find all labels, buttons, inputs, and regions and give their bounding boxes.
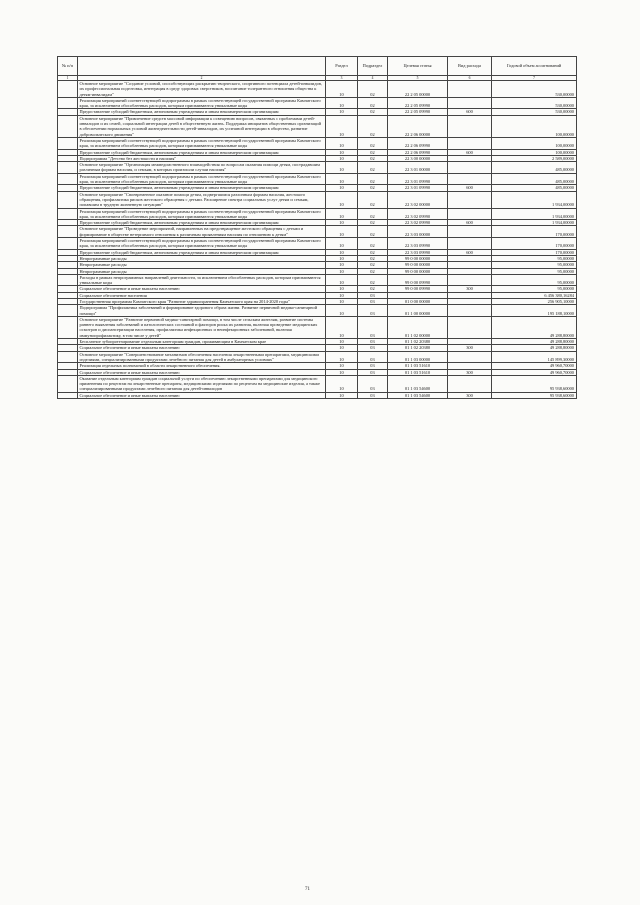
row-name-cell: Предоставление субсидий бюджетным, автономным учреждениям и иным некоммерческим организациям — [78, 109, 326, 115]
row-csr-cell: 01 1 03 51610 — [388, 369, 448, 375]
row-vr-cell: 300 — [448, 286, 492, 292]
row-razdel-cell: 10 — [326, 363, 358, 369]
row-vr-cell — [448, 375, 492, 392]
row-razdel-cell: 10 — [326, 226, 358, 238]
row-vr-cell — [448, 316, 492, 338]
row-sum-cell: 6 456 380,16284 — [492, 292, 577, 298]
table-row — [58, 392, 577, 398]
row-name-cell: Подпрограмма "Профилактика заболеваний и формирование здорового образа жизни. Развитие первичной медико-санитарной помощи" — [78, 305, 326, 317]
row-sum-cell: 100,00000 — [492, 149, 577, 155]
row-num-cell — [58, 115, 78, 137]
header-num: № п/п — [58, 57, 78, 76]
row-podrazdel-cell: 02 — [358, 268, 388, 274]
row-sum-cell: 530,00000 — [492, 97, 577, 109]
row-sum-cell: 256 905,10000 — [492, 298, 577, 304]
row-sum-cell: 170,00000 — [492, 238, 577, 250]
row-podrazdel-cell: 03 — [358, 292, 388, 298]
row-csr-cell: 22 2 06 09990 — [388, 149, 448, 155]
row-csr-cell: 01 1 00 00000 — [388, 305, 448, 317]
row-sum-cell: 49 960,70000 — [492, 369, 577, 375]
row-podrazdel-cell: 02 — [358, 238, 388, 250]
row-sum-cell: 100,00000 — [492, 115, 577, 137]
table-row — [58, 191, 577, 208]
row-podrazdel-cell: 02 — [358, 249, 388, 255]
row-name-cell: Реализация отдельных полномочий в области лекарственного обеспечения. — [78, 363, 326, 369]
row-csr-cell: 22 2 05 00000 — [388, 81, 448, 98]
row-podrazdel-cell: 02 — [358, 226, 388, 238]
row-razdel-cell: 10 — [326, 351, 358, 363]
row-vr-cell: 600 — [448, 249, 492, 255]
row-num-cell — [58, 238, 78, 250]
row-razdel-cell: 10 — [326, 137, 358, 149]
row-num-cell — [58, 191, 78, 208]
row-num-cell — [58, 162, 78, 174]
row-podrazdel-cell: 03 — [358, 339, 388, 345]
header-podrazdel: Подраздел — [358, 57, 388, 76]
row-csr-cell: 01 0 00 00000 — [388, 298, 448, 304]
row-num-cell — [58, 316, 78, 338]
row-razdel-cell: 10 — [326, 191, 358, 208]
row-csr-cell: 22 3 01 09990 — [388, 185, 448, 191]
row-sum-cell: 530,00000 — [492, 81, 577, 98]
row-vr-cell — [448, 137, 492, 149]
column-number: 2 — [78, 76, 326, 81]
row-podrazdel-cell: 02 — [358, 115, 388, 137]
row-razdel-cell: 10 — [326, 173, 358, 185]
row-name-cell: Расходы в рамках непрограммных направлений деятельности, за исключением обособленных расходов, которым присваиваются уникальные коды — [78, 274, 326, 286]
row-csr-cell: 01 1 03 54600 — [388, 392, 448, 398]
row-podrazdel-cell: 03 — [358, 298, 388, 304]
row-csr-cell: 01 1 02 00000 — [388, 316, 448, 338]
row-num-cell — [58, 351, 78, 363]
row-csr-cell: 22 2 06 09990 — [388, 137, 448, 149]
row-vr-cell: 600 — [448, 109, 492, 115]
row-razdel-cell: 10 — [326, 298, 358, 304]
row-sum-cell: 485,00000 — [492, 173, 577, 185]
row-podrazdel-cell: 02 — [358, 255, 388, 261]
row-name-cell: Оказание отдельным категориям граждан социальной услуги по обеспечению лекарственными препаратами для медицинского применения по рецептам на лекарственные препараты, медицинскими изделиями по рецептам на медицинские изделия, а также специализированными продуктами лечебного питания для детей-инвалидов — [78, 375, 326, 392]
row-razdel-cell: 10 — [326, 274, 358, 286]
row-csr-cell: 22 3 03 09990 — [388, 249, 448, 255]
row-podrazdel-cell: 03 — [358, 369, 388, 375]
row-name-cell: Основное мероприятие "Развитие первичной медико-санитарной помощи, в том числе сельским жителям, развитие системы раннего выявления заболеваний и патологических состояний и факторов риска их развития, включая проведение медицинских осмотров и диспансеризации населения, профилактика инфекционных и неинфекционных заболеваний, включая иммунопрофилактику, в том числе у детей" — [78, 316, 326, 338]
row-vr-cell — [448, 115, 492, 137]
row-razdel-cell: 10 — [326, 115, 358, 137]
row-razdel-cell: 10 — [326, 220, 358, 226]
row-num-cell — [58, 226, 78, 238]
row-sum-cell: 100,00000 — [492, 137, 577, 149]
row-sum-cell: 95,00000 — [492, 268, 577, 274]
row-name-cell: Предоставление субсидий бюджетным, автономным учреждениям и иным некоммерческим организациям — [78, 220, 326, 226]
row-name-cell: Социальное обеспечение и иные выплаты населению — [78, 369, 326, 375]
row-csr-cell: 22 2 05 09990 — [388, 97, 448, 109]
row-razdel-cell: 10 — [326, 305, 358, 317]
row-num-cell — [58, 392, 78, 398]
row-razdel-cell: 10 — [326, 149, 358, 155]
row-name-cell: Бесплатное зубопротезирование отдельным категориям граждан, проживающим в Камчатском крае — [78, 339, 326, 345]
row-vr-cell: 600 — [448, 185, 492, 191]
row-name-cell: Социальное обеспечение и иные выплаты населению — [78, 392, 326, 398]
row-sum-cell: 95,00000 — [492, 274, 577, 286]
row-num-cell — [58, 274, 78, 286]
table-row — [58, 97, 577, 109]
table-row — [58, 305, 577, 317]
row-podrazdel-cell: 03 — [358, 351, 388, 363]
row-csr-cell: 22 3 03 09990 — [388, 238, 448, 250]
row-vr-cell — [448, 173, 492, 185]
row-csr-cell: 22 3 02 09990 — [388, 220, 448, 226]
row-sum-cell: 145 899,30000 — [492, 351, 577, 363]
row-csr-cell: 01 1 02 20380 — [388, 345, 448, 351]
row-vr-cell — [448, 226, 492, 238]
row-razdel-cell: 10 — [326, 286, 358, 292]
row-num-cell — [58, 305, 78, 317]
row-razdel-cell: 10 — [326, 155, 358, 161]
row-vr-cell: 300 — [448, 369, 492, 375]
row-sum-cell: 1 934,00000 — [492, 220, 577, 226]
row-podrazdel-cell: 03 — [358, 375, 388, 392]
header-razdel: Раздел — [326, 57, 358, 76]
row-name-cell: Реализация мероприятий соответствующей подпрограммы в рамках соответствующей государственной программы Камчатского края, за исключением обособленных расходов, которым присваиваются уникальные коды — [78, 208, 326, 220]
column-number: 4 — [358, 76, 388, 81]
row-csr-cell: 99 0 00 09990 — [388, 286, 448, 292]
table-row — [58, 137, 577, 149]
row-vr-cell — [448, 191, 492, 208]
row-vr-cell: 300 — [448, 345, 492, 351]
row-sum-cell: 2 589,00000 — [492, 155, 577, 161]
header-vr: Вид расхода — [448, 57, 492, 76]
row-csr-cell: 99 0 00 09990 — [388, 274, 448, 286]
row-name-cell: Предоставление субсидий бюджетным, автономным учреждениям и иным некоммерческим организациям — [78, 249, 326, 255]
row-podrazdel-cell: 02 — [358, 155, 388, 161]
row-name-cell: Основное мероприятие "Своевременное оказание помощи детям, подвергшимся различным формам насилия, жестокого обращения, профилактика рисков жестокого обращения с детьми. Расширение спектра социальных услуг детям и семьям, попавшим в трудную жизненную ситуацию" — [78, 191, 326, 208]
row-name-cell: Социальное обеспечение и иные выплаты населению — [78, 345, 326, 351]
document-page — [57, 56, 577, 399]
row-name-cell: Социальное обеспечение и иные выплаты населению — [78, 286, 326, 292]
row-csr-cell: 99 0 00 00000 — [388, 255, 448, 261]
column-number: 3 — [326, 76, 358, 81]
row-razdel-cell: 10 — [326, 375, 358, 392]
row-sum-cell: 170,00000 — [492, 226, 577, 238]
row-razdel-cell: 10 — [326, 292, 358, 298]
row-name-cell: Подпрограмма "Детство без жестокости и насилия" — [78, 155, 326, 161]
table-row — [58, 226, 577, 238]
row-sum-cell: 530,00000 — [492, 109, 577, 115]
row-podrazdel-cell: 03 — [358, 363, 388, 369]
row-name-cell: Реализация мероприятий соответствующей подпрограммы в рамках соответствующей государственной программы Камчатского края, за исключением обособленных расходов, которым присваиваются уникальные коды — [78, 137, 326, 149]
row-razdel-cell: 10 — [326, 255, 358, 261]
table-row — [58, 274, 577, 286]
row-podrazdel-cell: 03 — [358, 392, 388, 398]
row-csr-cell: 22 3 02 00000 — [388, 191, 448, 208]
row-podrazdel-cell: 02 — [358, 81, 388, 98]
row-podrazdel-cell: 02 — [358, 109, 388, 115]
column-number: 7 — [492, 76, 577, 81]
row-name-cell: Реализация мероприятий соответствующей подпрограммы в рамках соответствующей государственной программы Камчатского края, за исключением обособленных расходов, которым присваиваются уникальные коды — [78, 238, 326, 250]
row-podrazdel-cell: 02 — [358, 274, 388, 286]
row-csr-cell: 99 0 00 00000 — [388, 268, 448, 274]
row-podrazdel-cell: 02 — [358, 191, 388, 208]
row-num-cell — [58, 173, 78, 185]
budget-table — [57, 56, 577, 399]
row-sum-cell: 170,00000 — [492, 249, 577, 255]
row-name-cell: Непрограммные расходы — [78, 255, 326, 261]
row-csr-cell: 22 2 06 00000 — [388, 115, 448, 137]
row-num-cell — [58, 81, 78, 98]
header-sum: Годовой объем ассигнований — [492, 57, 577, 76]
row-name-cell: Реализация мероприятий соответствующей подпрограммы в рамках соответствующей государственной программы Камчатского края, за исключением обособленных расходов, которым присваиваются уникальные коды — [78, 173, 326, 185]
row-num-cell — [58, 97, 78, 109]
table-row — [58, 81, 577, 98]
row-razdel-cell: 10 — [326, 345, 358, 351]
table-row — [58, 162, 577, 174]
row-vr-cell — [448, 351, 492, 363]
row-podrazdel-cell: 02 — [358, 173, 388, 185]
table-header-row — [58, 57, 577, 76]
row-vr-cell — [448, 274, 492, 286]
row-csr-cell: 01 1 03 00000 — [388, 351, 448, 363]
row-sum-cell: 49 960,70000 — [492, 363, 577, 369]
row-name-cell: Основное мероприятие "Создание условий, способствующих раскрытию творческого, спортивного потенциала детей-инвалидов, их профессиональная подготовка, интеграция в среду здоровых сверстников, воспитание толерантного отношения общества к детям-инвалидам" — [78, 81, 326, 98]
row-name-cell: Основное мероприятие "Совершенствование механизмов обеспечения населения лекарственными препаратами, медицинскими изделиями, специализированными продуктами лечебного питания для детей в амбулаторных условиях" — [78, 351, 326, 363]
row-sum-cell: 95 938,60000 — [492, 392, 577, 398]
row-name-cell: Реализация мероприятий соответствующей подпрограммы в рамках соответствующей государственной программы Камчатского края, за исключением обособленных расходов, которым присваиваются уникальные коды — [78, 97, 326, 109]
row-name-cell: Социальное обеспечение населения — [78, 292, 326, 298]
table-row — [58, 316, 577, 338]
row-razdel-cell: 10 — [326, 369, 358, 375]
row-vr-cell — [448, 162, 492, 174]
row-sum-cell: 95,00000 — [492, 286, 577, 292]
row-vr-cell: 600 — [448, 220, 492, 226]
table-row — [58, 208, 577, 220]
page-number: 71 — [305, 887, 310, 892]
row-podrazdel-cell: 03 — [358, 305, 388, 317]
row-vr-cell: 300 — [448, 392, 492, 398]
row-sum-cell: 49 288,80000 — [492, 316, 577, 338]
row-name-cell: Основное мероприятие "Организация межведомственного взаимодействия по вопросам оказания помощи детям, пострадавшим различным формам насилия, и семьям, в которых произошли случаи насилия" — [78, 162, 326, 174]
row-name-cell: Предоставление субсидий бюджетным, автономным учреждениям и иным некоммерческим организациям — [78, 149, 326, 155]
row-razdel-cell: 10 — [326, 392, 358, 398]
row-csr-cell: 01 1 02 20380 — [388, 339, 448, 345]
row-podrazdel-cell: 03 — [358, 316, 388, 338]
row-num-cell — [58, 375, 78, 392]
row-podrazdel-cell: 02 — [358, 137, 388, 149]
row-vr-cell — [448, 97, 492, 109]
row-csr-cell: 22 3 03 00000 — [388, 226, 448, 238]
row-sum-cell: 95 938,60000 — [492, 375, 577, 392]
column-number: 6 — [448, 76, 492, 81]
row-csr-cell: 01 1 03 54600 — [388, 375, 448, 392]
row-name-cell: Основное мероприятие "Привлечение средств массовой информации к освещению вопросов, связанных с проблемами детей-инвалидов и их семей, социальной интеграции детей в общественную жизнь. Поддержка инициатив общественных организаций в обеспечении нормальных условий жизнедеятельности детей-инвалидов, их успешной интеграции в общество, развитие добровольческого движения" — [78, 115, 326, 137]
row-num-cell — [58, 208, 78, 220]
row-podrazdel-cell: 02 — [358, 149, 388, 155]
row-sum-cell: 49 288,80000 — [492, 345, 577, 351]
row-podrazdel-cell: 02 — [358, 162, 388, 174]
row-vr-cell: 600 — [448, 149, 492, 155]
row-csr-cell: 22 3 01 00000 — [388, 162, 448, 174]
row-podrazdel-cell: 03 — [358, 345, 388, 351]
row-name-cell: Предоставление субсидий бюджетным, автономным учреждениям и иным некоммерческим организациям — [78, 185, 326, 191]
row-csr-cell: 22 2 05 09990 — [388, 109, 448, 115]
row-razdel-cell: 10 — [326, 262, 358, 268]
row-podrazdel-cell: 02 — [358, 208, 388, 220]
row-csr-cell: 01 1 03 51610 — [388, 363, 448, 369]
row-razdel-cell: 10 — [326, 185, 358, 191]
row-csr-cell: 99 0 00 00000 — [388, 262, 448, 268]
row-name-cell: Непрограммные расходы — [78, 262, 326, 268]
table-row — [58, 115, 577, 137]
row-razdel-cell: 10 — [326, 109, 358, 115]
row-sum-cell: 485,00000 — [492, 162, 577, 174]
row-vr-cell — [448, 81, 492, 98]
row-name-cell: Государственная программа Камчатского края "Развитие здравоохранения Камчатского края на 2014-2020 годы" — [78, 298, 326, 304]
row-sum-cell: 49 288,80000 — [492, 339, 577, 345]
row-num-cell — [58, 137, 78, 149]
row-razdel-cell: 10 — [326, 249, 358, 255]
row-razdel-cell: 10 — [326, 208, 358, 220]
row-csr-cell: 22 3 01 09990 — [388, 173, 448, 185]
row-vr-cell — [448, 305, 492, 317]
row-sum-cell: 95,00000 — [492, 262, 577, 268]
row-sum-cell: 1 934,00000 — [492, 191, 577, 208]
row-sum-cell: 1 934,00000 — [492, 208, 577, 220]
row-razdel-cell: 10 — [326, 316, 358, 338]
row-podrazdel-cell: 02 — [358, 262, 388, 268]
row-vr-cell — [448, 208, 492, 220]
row-razdel-cell: 10 — [326, 81, 358, 98]
column-number: 1 — [58, 76, 78, 81]
table-row — [58, 375, 577, 392]
header-csr: Целевая статья — [388, 57, 448, 76]
row-razdel-cell: 10 — [326, 162, 358, 174]
row-name-cell: Основное мероприятие "Проведение мероприятий, направленных на предотвращение жестокого обращения с детьми и формирование в обществе нетерпимого отношения к различным проявлениям насилия по отношению к детям" — [78, 226, 326, 238]
row-sum-cell: 195 188,10000 — [492, 305, 577, 317]
table-row — [58, 173, 577, 185]
row-razdel-cell: 10 — [326, 238, 358, 250]
header-name — [78, 57, 326, 76]
row-vr-cell — [448, 238, 492, 250]
row-razdel-cell: 10 — [326, 97, 358, 109]
row-sum-cell: 485,00000 — [492, 185, 577, 191]
row-podrazdel-cell: 02 — [358, 185, 388, 191]
table-row — [58, 238, 577, 250]
row-podrazdel-cell: 02 — [358, 97, 388, 109]
row-podrazdel-cell: 02 — [358, 220, 388, 226]
row-sum-cell: 95,00000 — [492, 255, 577, 261]
row-podrazdel-cell: 02 — [358, 286, 388, 292]
column-number: 5 — [388, 76, 448, 81]
row-razdel-cell: 10 — [326, 339, 358, 345]
row-csr-cell: 22 3 00 00000 — [388, 155, 448, 161]
table-row — [58, 351, 577, 363]
row-name-cell: Непрограммные расходы — [78, 268, 326, 274]
row-csr-cell: 22 3 02 09990 — [388, 208, 448, 220]
row-razdel-cell: 10 — [326, 268, 358, 274]
